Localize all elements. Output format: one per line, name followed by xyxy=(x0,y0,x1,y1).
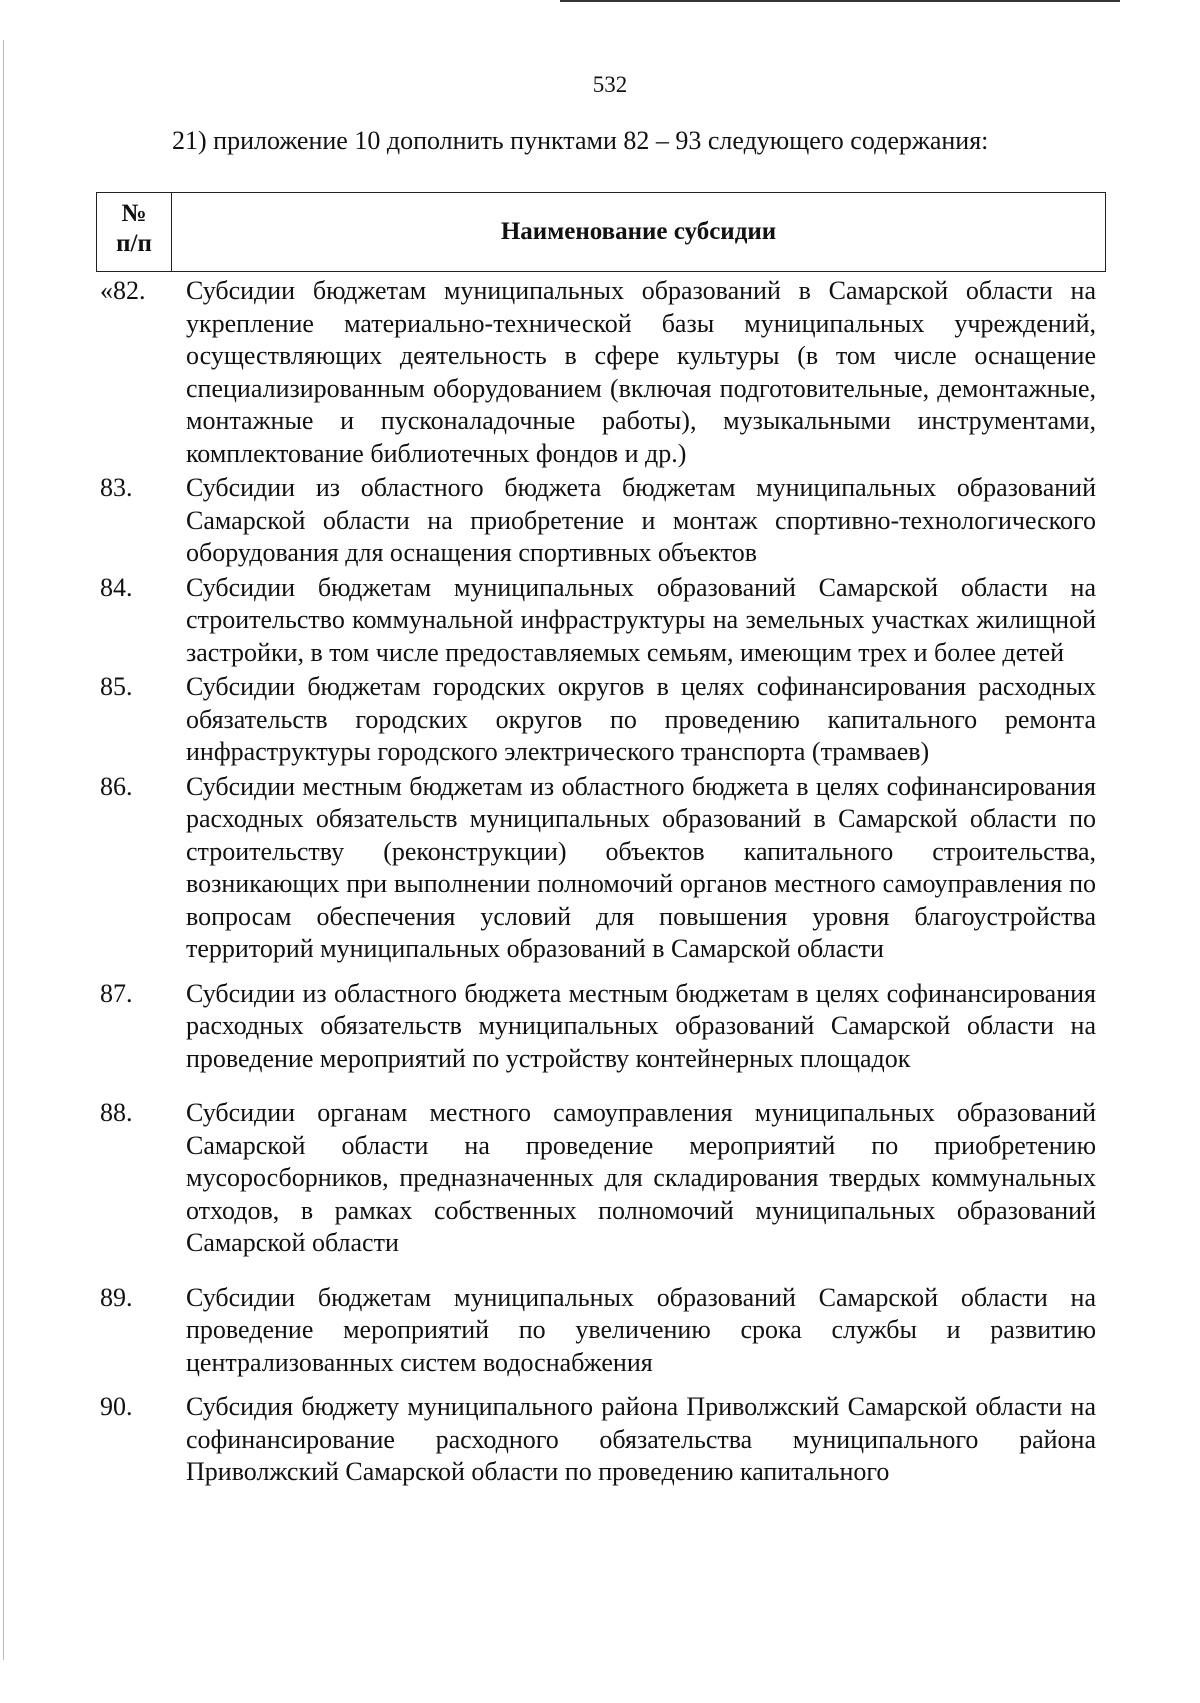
item-number: 89. xyxy=(100,1282,133,1312)
list-item xyxy=(100,1391,1100,1489)
item-text: Субсидии бюджетам муниципальных образований Самарской области на строительство коммунальной инфраструктуры на земельных участках жилищной застройки, в том числе предоставляемых семьям, имеющим трех и более детей xyxy=(186,572,1096,667)
scan-edge-left xyxy=(3,40,4,1660)
item-number: 87. xyxy=(100,978,133,1008)
item-text: Субсидии бюджетам городских округов в целях софинансирования расходных обязательств городских округов по проведению капитального ремонта инфраструктуры городского электрического транспорта (трамваев) xyxy=(186,672,1096,766)
item-number: 90. xyxy=(100,1392,133,1421)
item-text: Субсидии местным бюджетам из областного бюджета в целях софинансирования расходных обязательств муниципальных образований в Самарской области по строительству (реконструкции) объектов капитального строительства, возникающих при выполнении полномочий органов местного самоуправления по вопросам обеспечения условий для повышения уровня благоустройства территорий муниципальных образований в Самарской области xyxy=(186,771,1096,963)
header-name-column: Наименование субсидии xyxy=(500,218,777,245)
item-number: 85. xyxy=(100,672,133,701)
header-number-column xyxy=(97,193,172,271)
list-item xyxy=(100,275,1100,470)
item-text: Субсидии из областного бюджета бюджетам муниципальных образований Самарской области на приобретение и монтаж спортивно-технологического оборудования для оснащения спортивных объектов xyxy=(186,473,1096,567)
list-item xyxy=(100,1282,1100,1380)
item-number: «82. xyxy=(100,276,146,305)
list-item xyxy=(100,771,1100,966)
list-item xyxy=(100,978,1100,1076)
page-number: 532 xyxy=(592,72,628,97)
list-item xyxy=(100,1097,1100,1260)
item-text: Субсидия бюджету муниципального района Приволжский Самарской области на софинансирование расходного обязательства муниципального района Приволжский Самарской области по проведению капитального xyxy=(186,1392,1096,1486)
item-text: Субсидии бюджетам муниципальных образований в Самарской области на укрепление материально-технической базы муниципальных учреждений, осуществляющих деятельность в сфере культуры (в том числе оснащение специализированным оборудованием (включая подготовительные, демонтажные, монтажные и пусконаладочные работы), музыкальными инструментами, комплектование библиотечных фондов и др.) xyxy=(186,276,1096,468)
list-item xyxy=(100,472,1100,570)
item-number: 83. xyxy=(100,473,133,502)
subsidy-list xyxy=(100,273,1100,1489)
list-item xyxy=(100,671,1100,769)
scan-edge-top xyxy=(560,0,1120,2)
header-number-abbrev: п/п xyxy=(116,230,152,257)
list-item xyxy=(100,572,1100,670)
item-number: 84. xyxy=(100,572,133,602)
header-number-symbol: № xyxy=(121,200,147,227)
intro-paragraph: 21) приложение 10 дополнить пунктами 82 – 93 следующего содержания: xyxy=(172,126,989,155)
item-text: Субсидии бюджетам муниципальных образований Самарской области на проведение мероприятий по увеличению срока службы и развитию централизованных систем водоснабжения xyxy=(186,1282,1096,1377)
item-number: 86. xyxy=(100,771,133,801)
table-header xyxy=(96,192,1106,272)
item-number: 88. xyxy=(100,1098,133,1127)
item-text: Субсидии органам местного самоуправления муниципальных образований Самарской области на проведение мероприятий по приобретению мусоросборников, предназначенных для складирования твердых коммунальных отходов, в рамках собственных полномочий муниципальных образований Самарской области xyxy=(186,1098,1096,1257)
item-text: Субсидии из областного бюджета местным бюджетам в целях софинансирования расходных обязательств муниципальных образований Самарской области на проведение мероприятий по устройству контейнерных площадок xyxy=(186,978,1096,1073)
